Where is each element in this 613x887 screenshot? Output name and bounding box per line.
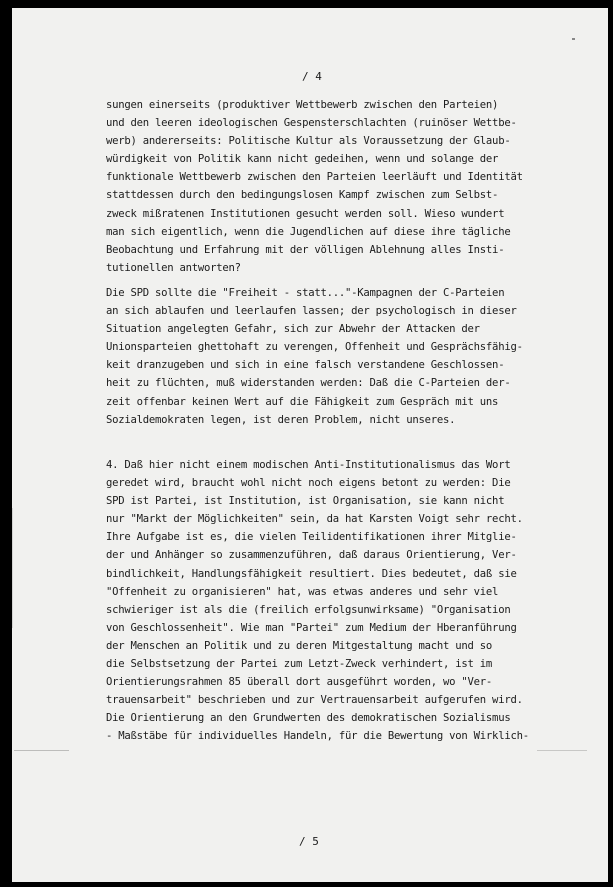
text-line: Unionsparteien ghettohaft zu verengen, Offenheit und Gesprächsfähig- bbox=[106, 341, 523, 354]
paragraph-1 bbox=[106, 96, 586, 277]
text-line: die Selbstsetzung der Partei zum Letzt-Zweck verhindert, ist im bbox=[106, 658, 493, 671]
text-line: der und Anhänger so zusammenzuführen, daß daraus Orientierung, Ver- bbox=[106, 549, 517, 562]
text-line: bindlichkeit, Handlungsfähigkeit resultiert. Dies bedeutet, daß sie bbox=[106, 567, 517, 580]
footer-page-number: / 5 bbox=[299, 835, 319, 848]
text-line: trauensarbeit" beschrieben und zur Vertrauensarbeit aufgerufen wird. bbox=[106, 694, 523, 707]
text-line: keit dranzugeben und sich in eine falsch verstandene Geschlossen- bbox=[106, 359, 505, 372]
text-line: und den leeren ideologischen Gespensterschlachten (ruinöser Wettbe- bbox=[106, 117, 517, 130]
text-line: Situation angelegten Gefahr, sich zur Abwehr der Attacken der bbox=[106, 323, 480, 336]
header-page-number: / 4 bbox=[302, 70, 322, 83]
text-line: zeit offenbar keinen Wert auf die Fähigkeit zum Gespräch mit uns bbox=[106, 395, 499, 408]
text-line: 4. Daß hier nicht einem modischen Anti-Institutionalismus das Wort bbox=[106, 459, 511, 471]
text-line: an sich ablaufen und leerlaufen lassen; der psychologisch in dieser bbox=[106, 305, 517, 318]
scan-artifact bbox=[14, 750, 69, 751]
text-line: nur "Markt der Möglichkeiten" sein, da hat Karsten Voigt sehr recht. bbox=[106, 513, 523, 526]
text-line: Die Orientierung an den Grundwerten des demokratischen Sozialismus bbox=[106, 712, 511, 725]
text-line: funktionale Wettbewerb zwischen den Parteien leerläuft und Identität bbox=[106, 171, 523, 184]
text-line: "Offenheit zu organisieren" hat, was etwas anderes und sehr viel bbox=[106, 585, 499, 598]
scan-artifact bbox=[572, 38, 575, 40]
text-line: - Maßstäbe für individuelles Handeln, für die Bewertung von Wirklich- bbox=[106, 730, 529, 743]
text-line: würdigkeit von Politik kann nicht gedeihen, wenn und solange der bbox=[106, 153, 499, 166]
text-line: zweck mißratenen Institutionen gesucht werden soll. Wieso wundert bbox=[106, 207, 505, 220]
document-page bbox=[12, 8, 608, 882]
scan-artifact bbox=[537, 750, 587, 751]
scan-artifact bbox=[12, 508, 13, 628]
paragraph-2 bbox=[106, 284, 586, 429]
text-line: werb) andererseits: Politische Kultur als Voraussetzung der Glaub- bbox=[106, 135, 511, 148]
text-line: Die SPD sollte die "Freiheit - statt..."-Kampagnen der C-Parteien bbox=[106, 287, 505, 299]
text-line: tutionellen antworten? bbox=[106, 261, 241, 274]
text-line: schwieriger ist als die (freilich erfolgsunwirksame) "Organisation bbox=[106, 603, 511, 616]
text-line: Ihre Aufgabe ist es, die vielen Teilidentifikationen ihrer Mitglie- bbox=[106, 531, 517, 544]
text-line: SPD ist Partei, ist Institution, ist Organisation, sie kann nicht bbox=[106, 495, 505, 508]
text-line: Orientierungsrahmen 85 überall dort ausgeführt worden, wo "Ver- bbox=[106, 676, 493, 689]
text-line: der Menschen an Politik und zu deren Mitgestaltung macht und so bbox=[106, 639, 493, 652]
paragraph-3 bbox=[106, 456, 586, 746]
text-line: geredet wird, braucht wohl nicht noch eigens betont zu werden: Die bbox=[106, 477, 511, 490]
text-line: stattdessen durch den bedingungslosen Kampf zwischen zum Selbst- bbox=[106, 189, 499, 202]
text-line: man sich eigentlich, wenn die Jugendlichen auf diese ihre tägliche bbox=[106, 225, 511, 238]
text-line: Sozialdemokraten legen, ist deren Problem, nicht unseres. bbox=[106, 413, 456, 426]
text-line: sungen einerseits (produktiver Wettbewerb zwischen den Parteien) bbox=[106, 99, 499, 111]
text-line: heit zu flüchten, muß widerstanden werden: Daß die C-Parteien der- bbox=[106, 377, 511, 390]
text-line: Beobachtung und Erfahrung mit der völligen Ablehnung alles Insti- bbox=[106, 243, 505, 256]
text-line: von Geschlossenheit". Wie man "Partei" zum Medium der Hberanführung bbox=[106, 621, 517, 634]
